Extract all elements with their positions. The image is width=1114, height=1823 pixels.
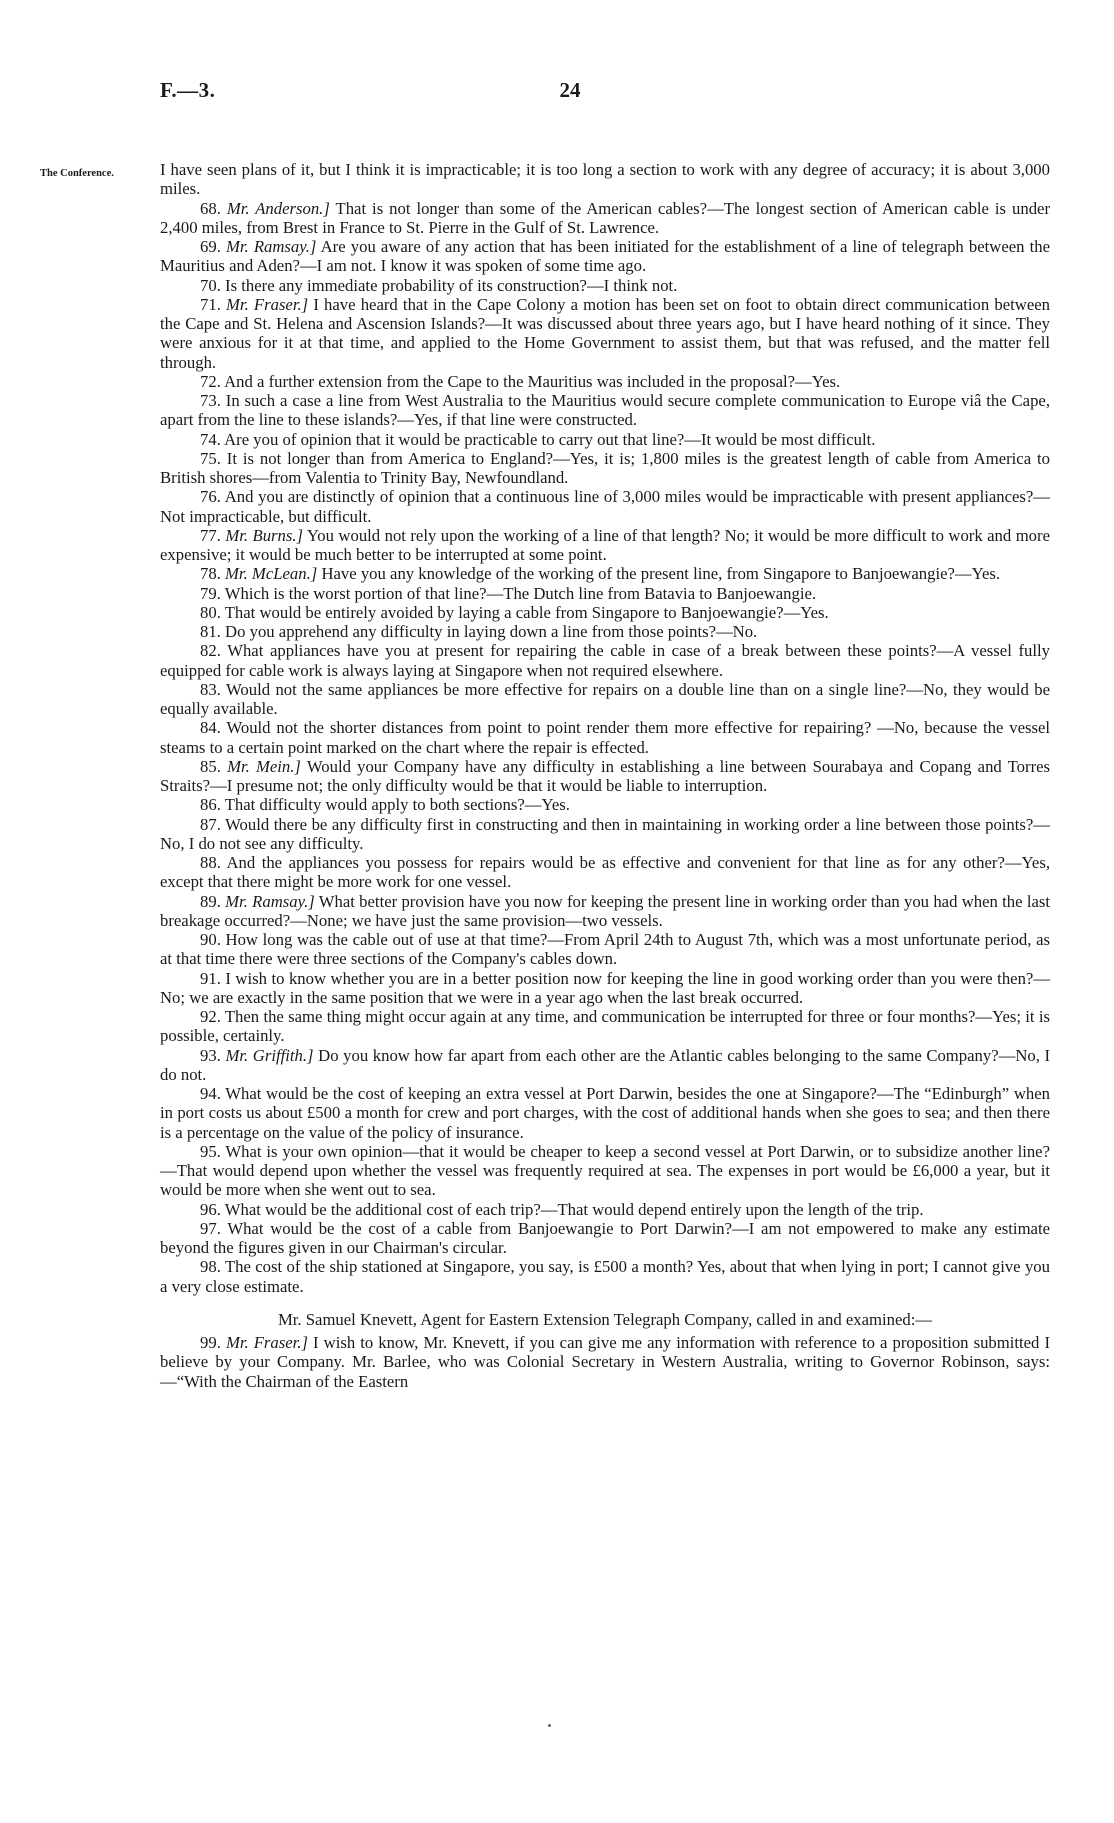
para-number: 80. <box>200 602 221 622</box>
question-paragraph <box>160 584 1050 603</box>
para-text: Would not the shorter distances from point to point render them more effective for repairing? —No, because the vessel steams to a certain point marked on the chart where the repair is effected. <box>160 718 1051 757</box>
question-paragraph <box>160 276 1050 295</box>
question-paragraph <box>160 449 1050 488</box>
para-number: 79. <box>200 583 221 603</box>
para-speaker: Mr. Fraser.] <box>225 1333 308 1352</box>
para-text: And you are distinctly of opinion that a continuous line of 3,000 miles would be impracticable with present appliances?—Not impracticable, but difficult. <box>160 487 1050 526</box>
para-number: 83. <box>200 679 221 699</box>
para-number: 90. <box>200 930 221 949</box>
witness-intro: Mr. Samuel Knevett, Agent for Eastern Extension Telegraph Company, called in and examined:— <box>277 1309 933 1329</box>
para-speaker: Mr. Anderson.] <box>226 198 330 218</box>
question-paragraph <box>160 853 1050 892</box>
para-number: 74. <box>200 429 221 449</box>
para-number: 86. <box>200 795 221 815</box>
para-number: 98. <box>200 1257 221 1277</box>
para-text: I wish to know, Mr. Knevett, if you can give me any information with reference to a proposition submitted I believe by your Company. Mr. Barlee, who was Colonial Secretary in Western Australia, writing to Governor Robinson, says:—“With the Chairman of the Eastern <box>160 1333 1051 1391</box>
para-number: 94. <box>200 1084 221 1103</box>
para-number: 76. <box>200 487 221 507</box>
para-text: Then the same thing might occur again at any time, and communication be interrupted for three or four months?—Yes; it is possible, certainly. <box>160 1007 1050 1046</box>
para-number: 68. <box>200 198 221 218</box>
para-number: 81. <box>200 622 221 641</box>
question-paragraph <box>160 622 1050 641</box>
para-number: 93. <box>200 1045 221 1065</box>
para-number: 85. <box>200 756 221 776</box>
page-header <box>160 78 980 112</box>
para-text: That difficulty would apply to both sections?—Yes. <box>224 795 570 815</box>
closing-paragraph <box>160 1333 1050 1391</box>
para-number: 92. <box>200 1007 221 1026</box>
question-paragraph <box>160 237 1050 276</box>
question-paragraph <box>160 1084 1050 1142</box>
question-paragraph <box>160 680 1050 719</box>
para-text: What is your own opinion—that it would be cheaper to keep a second vessel at Port Darwin, or to subsidize another line?—That would depend upon whether the vessel was frequently required at sea. The expenses in port would be £6,000 a year, but it would be more when she went out to sea. <box>160 1141 1050 1200</box>
question-paragraph <box>160 641 1050 680</box>
footer-mark <box>548 1724 551 1727</box>
para-number: 71. <box>200 294 221 314</box>
para-number: 97. <box>200 1218 221 1238</box>
page-number: 24 <box>559 78 581 102</box>
para-text: I wish to know whether you are in a better position now for keeping the line in good working order than you were then?—No; we are exactly in the same position that we were in a year ago when the last break occurred. <box>160 968 1051 1007</box>
para-text: Would not the same appliances be more effective for repairs on a double line than on a single line?—No, they would be equally available. <box>160 679 1051 718</box>
para-number: 96. <box>200 1199 221 1219</box>
opening-paragraph: I have seen plans of it, but I think it is impracticable; it is too long a section to work with any degree of accuracy; it is about 3,000 miles. <box>160 160 1050 199</box>
question-paragraph <box>160 757 1050 796</box>
para-text: What would be the additional cost of each trip?—That would depend entirely upon the length of the trip. <box>224 1199 924 1219</box>
question-paragraph <box>160 930 1050 969</box>
para-text: Do you know how far apart from each other are the Atlantic cables belonging to the same Company?—No, I do not. <box>160 1045 1051 1084</box>
page-body <box>160 160 1050 1391</box>
question-list <box>160 199 1050 1296</box>
question-paragraph <box>160 199 1050 238</box>
question-paragraph <box>160 718 1050 757</box>
para-text: Which is the worst portion of that line?—The Dutch line from Batavia to Banjoewangie. <box>224 583 817 603</box>
para-number: 72. <box>200 371 221 391</box>
question-paragraph <box>160 526 1050 565</box>
question-paragraph <box>160 564 1050 583</box>
question-paragraph <box>160 1046 1050 1085</box>
para-speaker: Mr. Mein.] <box>227 756 301 776</box>
document-code: F.—3. <box>160 78 216 102</box>
question-paragraph <box>160 969 1050 1008</box>
para-text: Would your Company have any difficulty in establishing a line between Sourabaya and Copang and Torres Straits?—I presume not; the only difficulty would be that it would be liable to interruption. <box>160 756 1051 795</box>
para-text: And the appliances you possess for repairs would be as effective and convenient for that line as for any other?—Yes, except that there might be more work for one vessel. <box>160 853 1050 892</box>
para-text: Is there any immediate probability of its construction?—I think not. <box>225 275 678 295</box>
para-speaker: Mr. Burns.] <box>225 525 304 545</box>
question-paragraph <box>160 603 1050 622</box>
para-text: How long was the cable out of use at that time?—From April 24th to August 7th, which was a most unfortunate period, as at that time there were three sections of the Company's cables down. <box>160 930 1050 969</box>
para-number: 91. <box>200 968 221 988</box>
para-text: And a further extension from the Cape to the Mauritius was included in the proposal?—Yes. <box>224 371 841 391</box>
question-paragraph <box>160 391 1050 430</box>
para-speaker: Mr. McLean.] <box>225 564 318 584</box>
para-text: The cost of the ship stationed at Singapore, you say, is £500 a month? Yes, about that when lying in port; I cannot give you a very close estimate. <box>160 1257 1050 1296</box>
para-text: That is not longer than some of the American cables?—The longest section of American cable is under 2,400 miles, from Brest in France to St. Pierre in the Gulf of St. Lawrence. <box>160 198 1051 237</box>
para-number: 77. <box>200 525 221 545</box>
para-number: 69. <box>200 237 221 256</box>
para-text: Are you of opinion that it would be practicable to carry out that line?—It would be most difficult. <box>224 429 876 449</box>
para-text: In such a case a line from West Australia to the Mauritius would secure complete communication to Europe viâ the Cape, apart from the line to these islands?—Yes, if that line were constructed. <box>160 391 1051 430</box>
question-paragraph <box>160 1142 1050 1200</box>
para-speaker: Mr. Ramsay.] <box>225 237 317 256</box>
para-number: 88. <box>200 853 221 872</box>
para-speaker: Mr. Fraser.] <box>226 294 309 314</box>
question-paragraph <box>160 1257 1050 1296</box>
question-paragraph <box>160 815 1050 854</box>
question-paragraph <box>160 1007 1050 1046</box>
margin-note: The Conference. <box>40 168 114 179</box>
para-number: 87. <box>200 814 221 834</box>
para-speaker: Mr. Griffith.] <box>225 1045 314 1065</box>
question-paragraph <box>160 295 1050 372</box>
para-number: 99. <box>200 1333 221 1352</box>
para-text: What would be the cost of a cable from Banjoewangie to Port Darwin?—I am not empowered to make any estimate beyond the figures given in our Chairman's circular. <box>160 1218 1050 1257</box>
question-paragraph <box>160 1200 1050 1219</box>
para-text: What would be the cost of keeping an extra vessel at Port Darwin, besides the one at Singapore?—The “Edinburgh” when in port costs us about £500 a month for crew and port charges, with the cost of additional hands when she goes to sea; and then there is a percentage on the value of the policy of insurance. <box>160 1084 1050 1142</box>
para-speaker: Mr. Ramsay.] <box>225 891 315 911</box>
question-paragraph <box>160 487 1050 526</box>
para-text: What better provision have you now for keeping the present line in working order than you had when the last breakage occurred?—None; we have just the same provision—two vessels. <box>160 891 1050 930</box>
para-number: 95. <box>200 1141 221 1161</box>
para-text: You would not rely upon the working of a line of that length? No; it would be more difficult to work and more expensive; it would be much better to be interrupted at some point. <box>160 525 1050 564</box>
question-paragraph <box>160 892 1050 931</box>
para-number: 75. <box>200 448 221 468</box>
question-paragraph <box>160 1219 1050 1258</box>
question-paragraph <box>160 372 1050 391</box>
para-text: It is not longer than from America to England?—Yes, it is; 1,800 miles is the greatest length of cable from America to British shores—from Valentia to Trinity Bay, Newfoundland. <box>160 448 1050 487</box>
para-number: 82. <box>200 641 221 661</box>
para-number: 78. <box>200 564 221 584</box>
para-text: What appliances have you at present for repairing the cable in case of a break between these points?—A vessel fully equipped for cable work is always laying at Singapore when not required elsewhere. <box>160 641 1050 680</box>
para-text: I have heard that in the Cape Colony a motion has been set on foot to obtain direct communication between the Cape and St. Helena and Ascension Islands?—It was discussed about three years ago, but I have heard nothing of it since. They were anxious for it at that time, and applied to the Home Government to assist them, but that was refused, and the matter fell through. <box>160 294 1051 372</box>
para-text: That would be entirely avoided by laying a cable from Singapore to Banjoewangie?—Yes. <box>224 602 829 622</box>
para-number: 89. <box>200 891 221 911</box>
para-text: Have you any knowledge of the working of the present line, from Singapore to Banjoewangie?—Yes. <box>321 564 1001 584</box>
para-number: 73. <box>200 391 221 410</box>
para-number: 84. <box>200 718 221 738</box>
para-number: 70. <box>200 275 221 295</box>
para-text: Do you apprehend any difficulty in laying down a line from those points?—No. <box>225 622 758 641</box>
question-paragraph <box>160 795 1050 814</box>
para-text: Are you aware of any action that has been initiated for the establishment of a line of telegraph between the Mauritius and Aden?—I am not. I know it was spoken of some time ago. <box>160 237 1050 276</box>
para-text: Would there be any difficulty first in constructing and then in maintaining in working order a line between those points?—No, I do not see any difficulty. <box>160 814 1050 853</box>
question-paragraph <box>160 430 1050 449</box>
